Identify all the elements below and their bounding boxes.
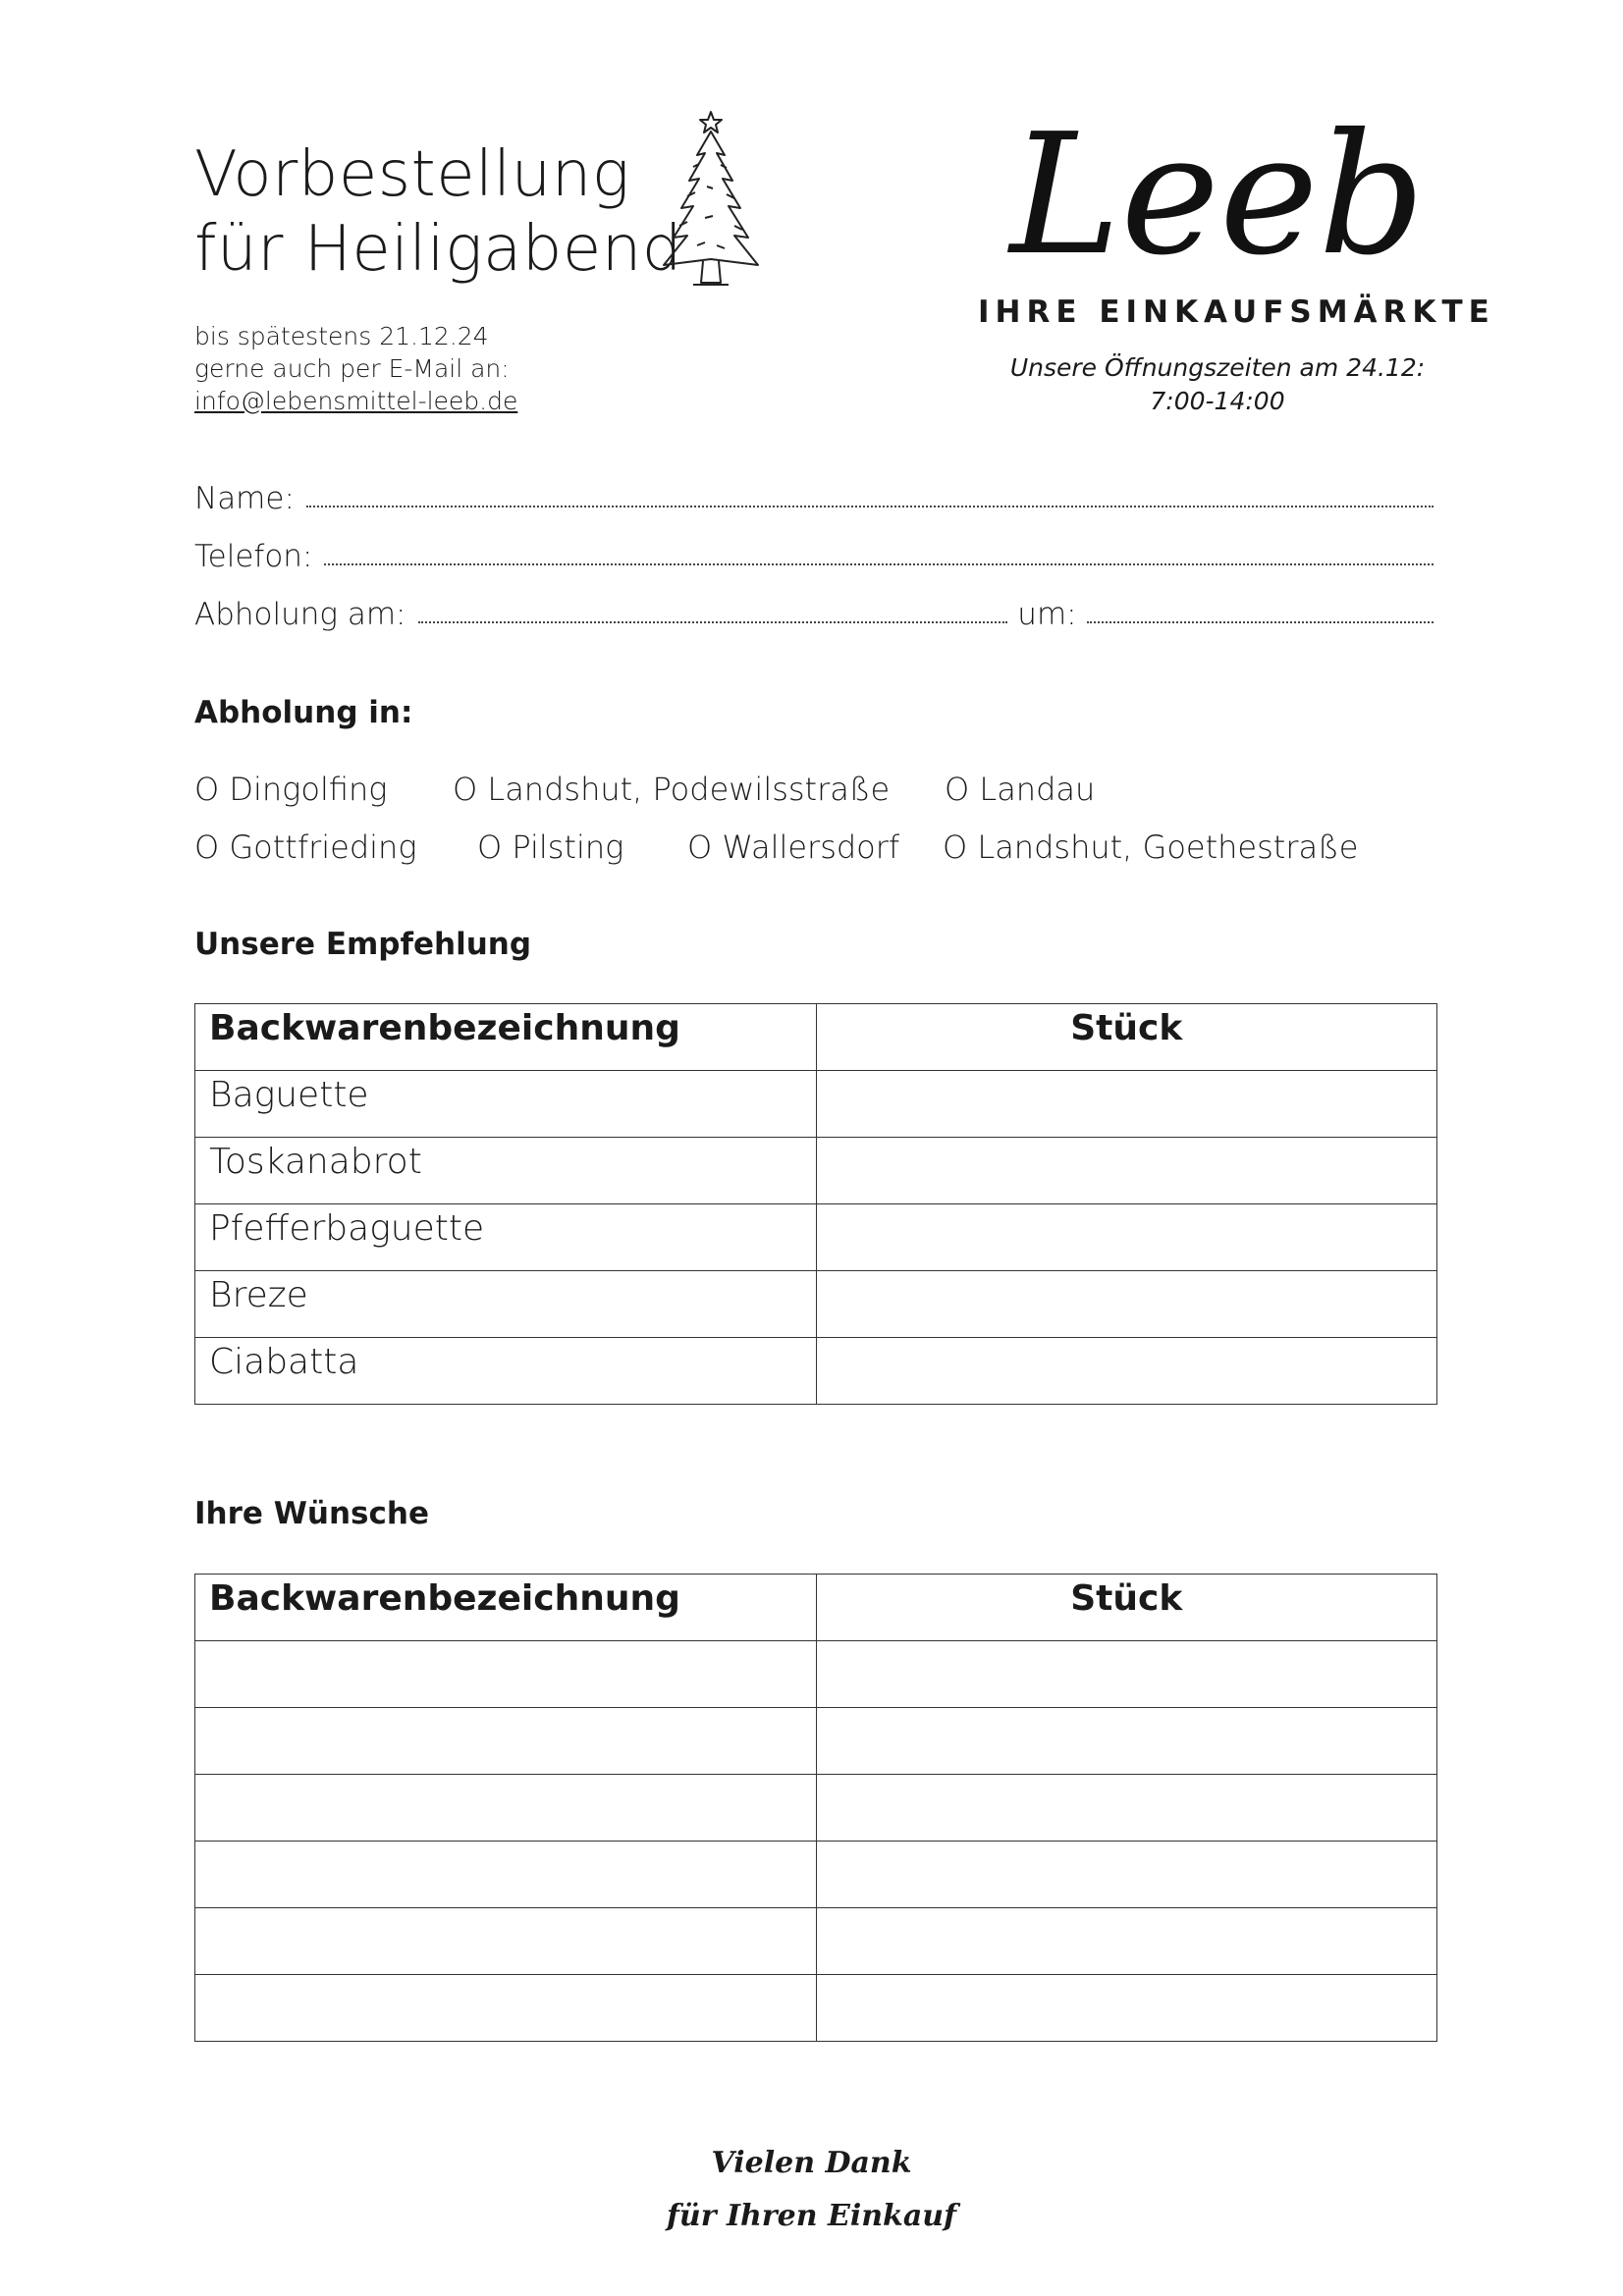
location-option[interactable]: O Wallersdorf	[687, 828, 900, 866]
phone-field[interactable]	[194, 535, 1434, 574]
product-input-cell[interactable]	[195, 1641, 817, 1708]
quantity-cell[interactable]	[816, 1975, 1437, 2042]
phone-dotted-line[interactable]	[324, 562, 1434, 565]
table-row	[195, 1775, 1437, 1842]
product-cell: Baguette	[195, 1071, 817, 1138]
pickup-date-label: Abholung am:	[194, 597, 406, 632]
table-row	[195, 1641, 1437, 1708]
column-header-quantity: Stück	[816, 1575, 1437, 1641]
product-input-cell[interactable]	[195, 1908, 817, 1975]
wishes-table	[194, 1574, 1437, 2042]
logo-tagline: IHRE EINKAUFSMÄRKTE	[978, 294, 1495, 330]
email-link[interactable]: info@lebensmittel-leeb.de	[194, 387, 518, 415]
product-input-cell[interactable]	[195, 1975, 817, 2042]
quantity-cell[interactable]	[816, 1204, 1437, 1271]
contact-info	[194, 320, 517, 417]
table-row	[195, 1271, 1437, 1338]
table-row	[195, 1842, 1437, 1908]
pickup-time-label: um:	[1017, 597, 1077, 632]
quantity-cell[interactable]	[816, 1641, 1437, 1708]
quantity-cell[interactable]	[816, 1071, 1437, 1138]
location-option[interactable]: O Landshut, Podewilsstraße	[453, 771, 891, 808]
pickup-location-heading: Abholung in:	[194, 695, 413, 730]
table-row	[195, 1204, 1437, 1271]
thanks-line-1: Vielen Dank	[711, 2146, 912, 2180]
column-header-product: Backwarenbezeichnung	[195, 1575, 817, 1641]
opening-hours-value: 7:00-14:00	[1150, 387, 1285, 415]
product-input-cell[interactable]	[195, 1775, 817, 1842]
opening-hours-label: Unsere Öffnungszeiten am 24.12:	[1009, 353, 1426, 382]
quantity-cell[interactable]	[816, 1842, 1437, 1908]
recommendation-table	[194, 1003, 1437, 1405]
opening-hours	[972, 351, 1463, 418]
thanks-line-2: für Ihren Einkauf	[667, 2199, 956, 2233]
table-row	[195, 1338, 1437, 1405]
product-input-cell[interactable]	[195, 1708, 817, 1775]
quantity-cell[interactable]	[816, 1338, 1437, 1405]
product-cell: Toskanabrot	[195, 1138, 817, 1204]
location-option[interactable]: O Landau	[945, 771, 1096, 808]
product-input-cell[interactable]	[195, 1842, 817, 1908]
quantity-cell[interactable]	[816, 1138, 1437, 1204]
location-option[interactable]: O Gottfrieding	[194, 828, 417, 866]
location-option[interactable]: O Dingolfing	[194, 771, 388, 808]
product-cell: Breze	[195, 1271, 817, 1338]
quantity-cell[interactable]	[816, 1708, 1437, 1775]
pickup-date-dotted-line[interactable]	[418, 620, 1008, 623]
name-label: Name:	[194, 481, 295, 516]
table-row	[195, 1071, 1437, 1138]
table-row	[195, 1975, 1437, 2042]
product-cell: Ciabatta	[195, 1338, 817, 1405]
wishes-heading: Ihre Wünsche	[194, 1496, 429, 1531]
email-note: gerne auch per E-Mail an:	[194, 354, 510, 383]
location-option[interactable]: O Landshut, Goethestraße	[943, 828, 1359, 866]
deadline-text: bis spätestens 21.12.24	[194, 322, 489, 350]
quantity-cell[interactable]	[816, 1775, 1437, 1842]
table-header-row	[195, 1004, 1437, 1071]
table-row	[195, 1138, 1437, 1204]
leeb-logo	[972, 90, 1463, 287]
column-header-product: Backwarenbezeichnung	[195, 1004, 817, 1071]
phone-label: Telefon:	[194, 539, 313, 574]
quantity-cell[interactable]	[816, 1908, 1437, 1975]
name-field[interactable]	[194, 477, 1434, 516]
pickup-field[interactable]	[194, 593, 1434, 632]
title-line-2: für Heiligabend	[194, 213, 682, 286]
title-line-1: Vorbestellung	[194, 138, 630, 211]
table-row	[195, 1708, 1437, 1775]
table-header-row	[195, 1575, 1437, 1641]
christmas-tree-icon	[650, 108, 772, 294]
logo-wordmark: Leeb	[1009, 98, 1426, 287]
page-title	[194, 137, 682, 287]
name-dotted-line[interactable]	[306, 505, 1434, 507]
recommendation-heading: Unsere Empfehlung	[194, 927, 532, 962]
quantity-cell[interactable]	[816, 1271, 1437, 1338]
pickup-time-dotted-line[interactable]	[1087, 620, 1434, 623]
product-cell: Pfefferbaguette	[195, 1204, 817, 1271]
table-row	[195, 1908, 1437, 1975]
column-header-quantity: Stück	[816, 1004, 1437, 1071]
location-option[interactable]: O Pilsting	[477, 828, 624, 866]
